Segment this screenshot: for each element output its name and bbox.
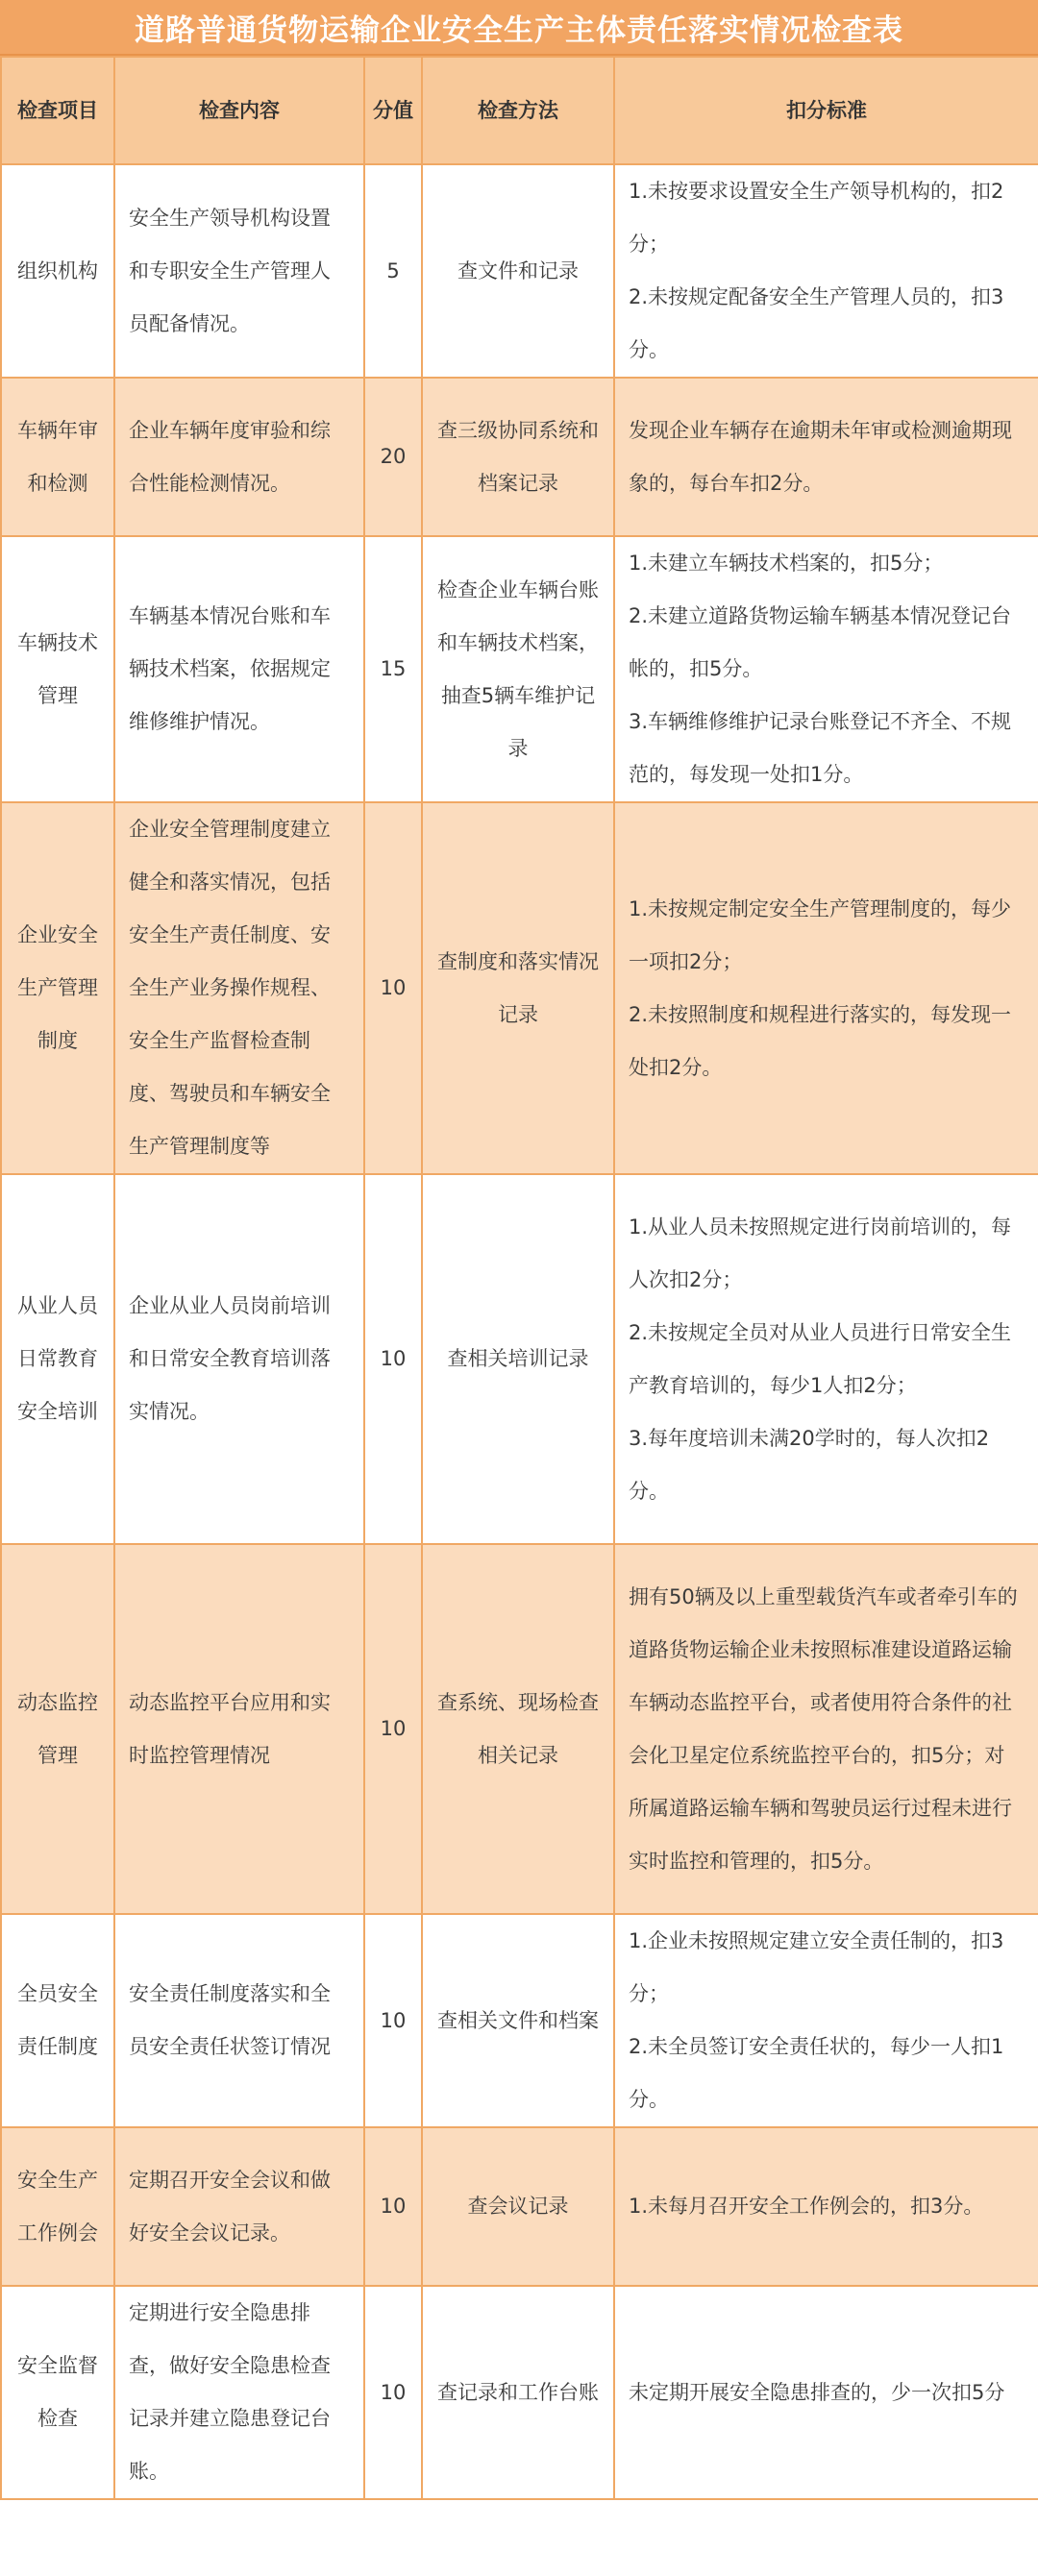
- cell-rule: 发现企业车辆存在逾期未年审或检测逾期现象的，每台车扣2分。: [614, 378, 1038, 536]
- cell-method: 查相关培训记录: [422, 1174, 614, 1544]
- header-content: 检查内容: [114, 57, 364, 164]
- table-row: [1, 2286, 1038, 2499]
- checklist-table: [0, 56, 1038, 2500]
- cell-content: 企业安全管理制度建立健全和落实情况，包括安全生产责任制度、安全生产业务操作规程、安全生产监督检查制度、驾驶员和车辆安全生产管理制度等: [114, 802, 364, 1174]
- cell-score: 20: [364, 378, 422, 536]
- cell-rule: 1.从业人员未按照规定进行岗前培训的，每人次扣2分； 2.未按规定全员对从业人员进行日常安全生产教育培训的，每少1人扣2分； 3.每年度培训未满20学时的，每人次扣2分。: [614, 1174, 1038, 1544]
- cell-score: 10: [364, 1914, 422, 2127]
- cell-method: 查三级协同系统和档案记录: [422, 378, 614, 536]
- cell-method: 检查企业车辆台账和车辆技术档案，抽查5辆车维护记录: [422, 536, 614, 802]
- cell-method: 查系统、现场检查相关记录: [422, 1544, 614, 1914]
- table-row: [1, 2127, 1038, 2286]
- cell-method: 查文件和记录: [422, 164, 614, 378]
- cell-item: 企业安全生产管理制度: [1, 802, 114, 1174]
- cell-content: 安全生产领导机构设置和专职安全生产管理人员配备情况。: [114, 164, 364, 378]
- table-row: [1, 802, 1038, 1174]
- cell-rule: 1.未建立车辆技术档案的，扣5分； 2.未建立道路货物运输车辆基本情况登记台帐的，扣5分。 3.车辆维修维护记录台账登记不齐全、不规范的，每发现一处扣1分。: [614, 536, 1038, 802]
- cell-item: 车辆年审和检测: [1, 378, 114, 536]
- cell-score: 5: [364, 164, 422, 378]
- header-row: [1, 57, 1038, 164]
- cell-rule: 1.企业未按照规定建立安全责任制的，扣3分； 2.未全员签订安全责任状的，每少一人扣1分。: [614, 1914, 1038, 2127]
- cell-content: 定期召开安全会议和做好安全会议记录。: [114, 2127, 364, 2286]
- cell-content: 车辆基本情况台账和车辆技术档案，依据规定维修维护情况。: [114, 536, 364, 802]
- cell-item: 组织机构: [1, 164, 114, 378]
- cell-score: 10: [364, 2127, 422, 2286]
- cell-method: 查相关文件和档案: [422, 1914, 614, 2127]
- page-title: 道路普通货物运输企业安全生产主体责任落实情况检查表: [0, 0, 1038, 56]
- cell-score: 10: [364, 2286, 422, 2499]
- table-row: [1, 536, 1038, 802]
- table-body: [1, 164, 1038, 2499]
- cell-rule: 拥有50辆及以上重型载货汽车或者牵引车的道路货物运输企业未按照标准建设道路运输车辆动态监控平台，或者使用符合条件的社会化卫星定位系统监控平台的，扣5分；对所属道路运输车辆和驾驶员运行过程未进行实时监控和管理的，扣5分。: [614, 1544, 1038, 1914]
- cell-method: 查记录和工作台账: [422, 2286, 614, 2499]
- table-row: [1, 1544, 1038, 1914]
- header-score: 分值: [364, 57, 422, 164]
- cell-method: 查制度和落实情况记录: [422, 802, 614, 1174]
- cell-score: 10: [364, 1544, 422, 1914]
- cell-content: 企业从业人员岗前培训和日常安全教育培训落实情况。: [114, 1174, 364, 1544]
- table-row: [1, 1914, 1038, 2127]
- cell-item: 安全生产工作例会: [1, 2127, 114, 2286]
- header-method: 检查方法: [422, 57, 614, 164]
- cell-item: 车辆技术管理: [1, 536, 114, 802]
- header-rule: 扣分标准: [614, 57, 1038, 164]
- cell-score: 15: [364, 536, 422, 802]
- cell-item: 动态监控管理: [1, 1544, 114, 1914]
- cell-content: 定期进行安全隐患排查，做好安全隐患检查记录并建立隐患登记台账。: [114, 2286, 364, 2499]
- cell-rule: 未定期开展安全隐患排查的，少一次扣5分: [614, 2286, 1038, 2499]
- cell-item: 全员安全责任制度: [1, 1914, 114, 2127]
- cell-rule: 1.未按要求设置安全生产领导机构的，扣2分； 2.未按规定配备安全生产管理人员的，扣3分。: [614, 164, 1038, 378]
- cell-content: 安全责任制度落实和全员安全责任状签订情况: [114, 1914, 364, 2127]
- cell-rule: 1.未每月召开安全工作例会的，扣3分。: [614, 2127, 1038, 2286]
- cell-item: 从业人员日常教育安全培训: [1, 1174, 114, 1544]
- table-row: [1, 164, 1038, 378]
- cell-score: 10: [364, 1174, 422, 1544]
- cell-content: 企业车辆年度审验和综合性能检测情况。: [114, 378, 364, 536]
- cell-method: 查会议记录: [422, 2127, 614, 2286]
- cell-item: 安全监督检查: [1, 2286, 114, 2499]
- cell-rule: 1.未按规定制定安全生产管理制度的，每少一项扣2分； 2.未按照制度和规程进行落实的，每发现一处扣2分。: [614, 802, 1038, 1174]
- table-row: [1, 378, 1038, 536]
- cell-content: 动态监控平台应用和实时监控管理情况: [114, 1544, 364, 1914]
- cell-score: 10: [364, 802, 422, 1174]
- table-row: [1, 1174, 1038, 1544]
- header-item: 检查项目: [1, 57, 114, 164]
